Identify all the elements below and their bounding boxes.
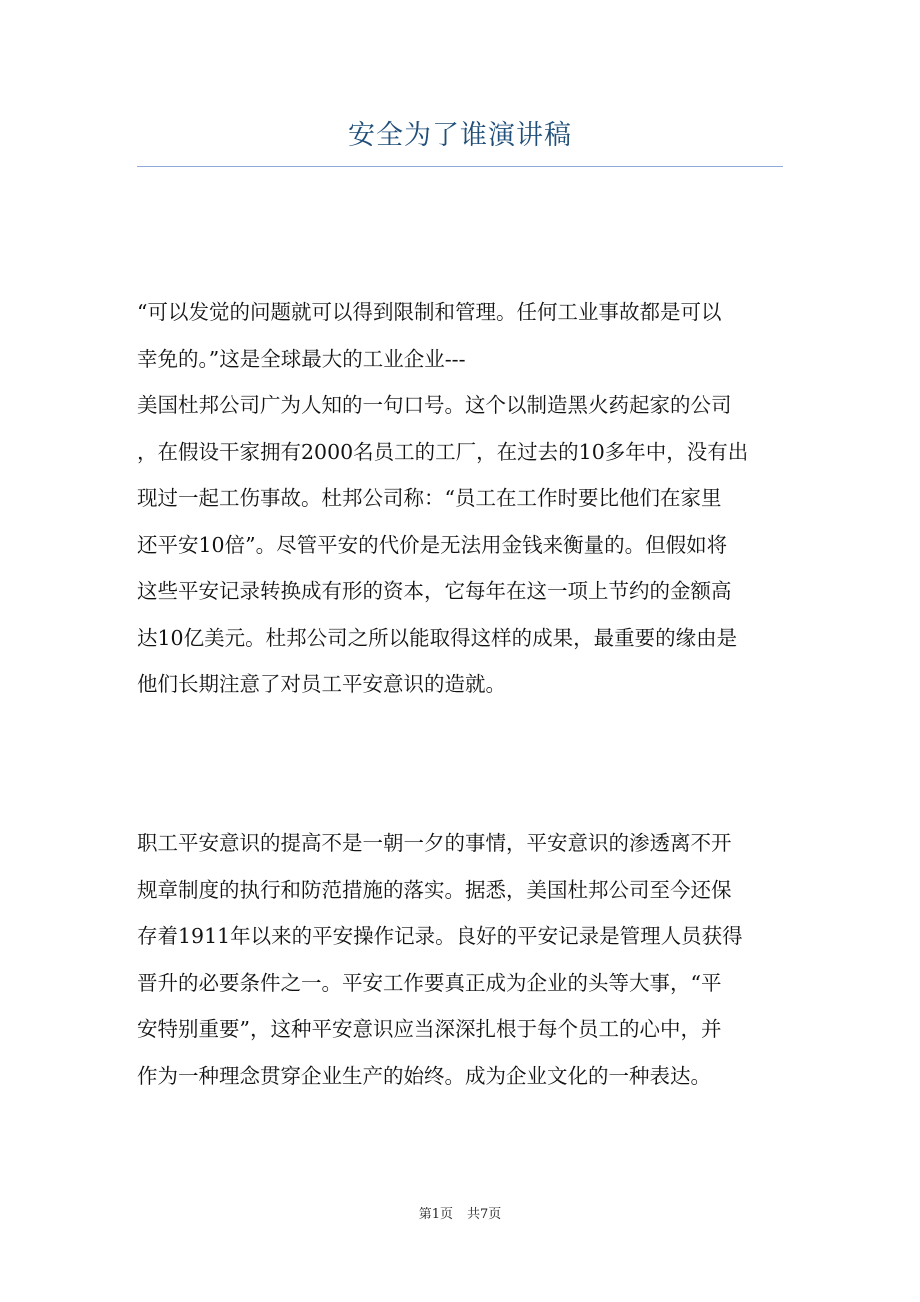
paragraph-2 — [137, 820, 783, 1099]
paragraph-line: 存着1911年以来的平安操作记录。良好的平安记录是管理人员获得 — [137, 924, 743, 948]
paragraph-line: 安特别重要”，这种平安意识应当深深扎根于每个员工的心中，并 — [137, 1017, 722, 1041]
paragraph-line: 这些平安记录转换成有形的资本，它每年在这一项上节约的金额高 — [137, 579, 732, 603]
paragraph-line: 晋升的必要条件之一。平安工作要真正成为企业的头等大事，“平 — [137, 970, 722, 995]
paragraph-line: 职工平安意识的提高不是一朝一夕的事情，平安意识的渗透离不开 — [137, 831, 732, 855]
paragraph-line: 作为一种理念贯穿企业生产的始终。成为企业文化的一种表达。 — [137, 1063, 711, 1088]
document-title: 安全为了谁演讲稿 — [348, 120, 572, 151]
page-number: 第1页 — [418, 1207, 453, 1222]
paragraph-line: 达10亿美元。杜邦公司之所以能取得这样的成果，最重要的缘由是 — [137, 625, 738, 650]
paragraph-line: 美国杜邦公司广为人知的一句口号。这个以制造黑火药起家的公司 — [137, 393, 732, 417]
paragraph-1 — [137, 289, 783, 708]
page-total: 共7页 — [467, 1207, 502, 1222]
paragraph-line: 他们长期注意了对员工平安意识的造就。 — [137, 672, 506, 696]
paragraph-line: “可以发觉的问题就可以得到限制和管理。任何工业事故都是可以 — [137, 300, 722, 324]
paragraph-line: 幸免的。”这是全球最大的工业企业--- — [137, 346, 466, 371]
paragraph-line: 规章制度的执行和防范措施的落实。据悉，美国杜邦公司至今还保 — [137, 877, 732, 902]
page-footer — [0, 1206, 920, 1224]
paragraph-line: 现过一起工伤事故。杜邦公司称：“员工在工作时要比他们在家里 — [137, 486, 722, 510]
title-divider — [137, 166, 783, 167]
paragraph-line: 还平安10倍”。尽管平安的代价是无法用金钱来衡量的。但假如将 — [137, 532, 728, 557]
paragraph-line: ，在假设干家拥有2000名员工的工厂，在过去的10多年中，没有出 — [137, 439, 749, 464]
